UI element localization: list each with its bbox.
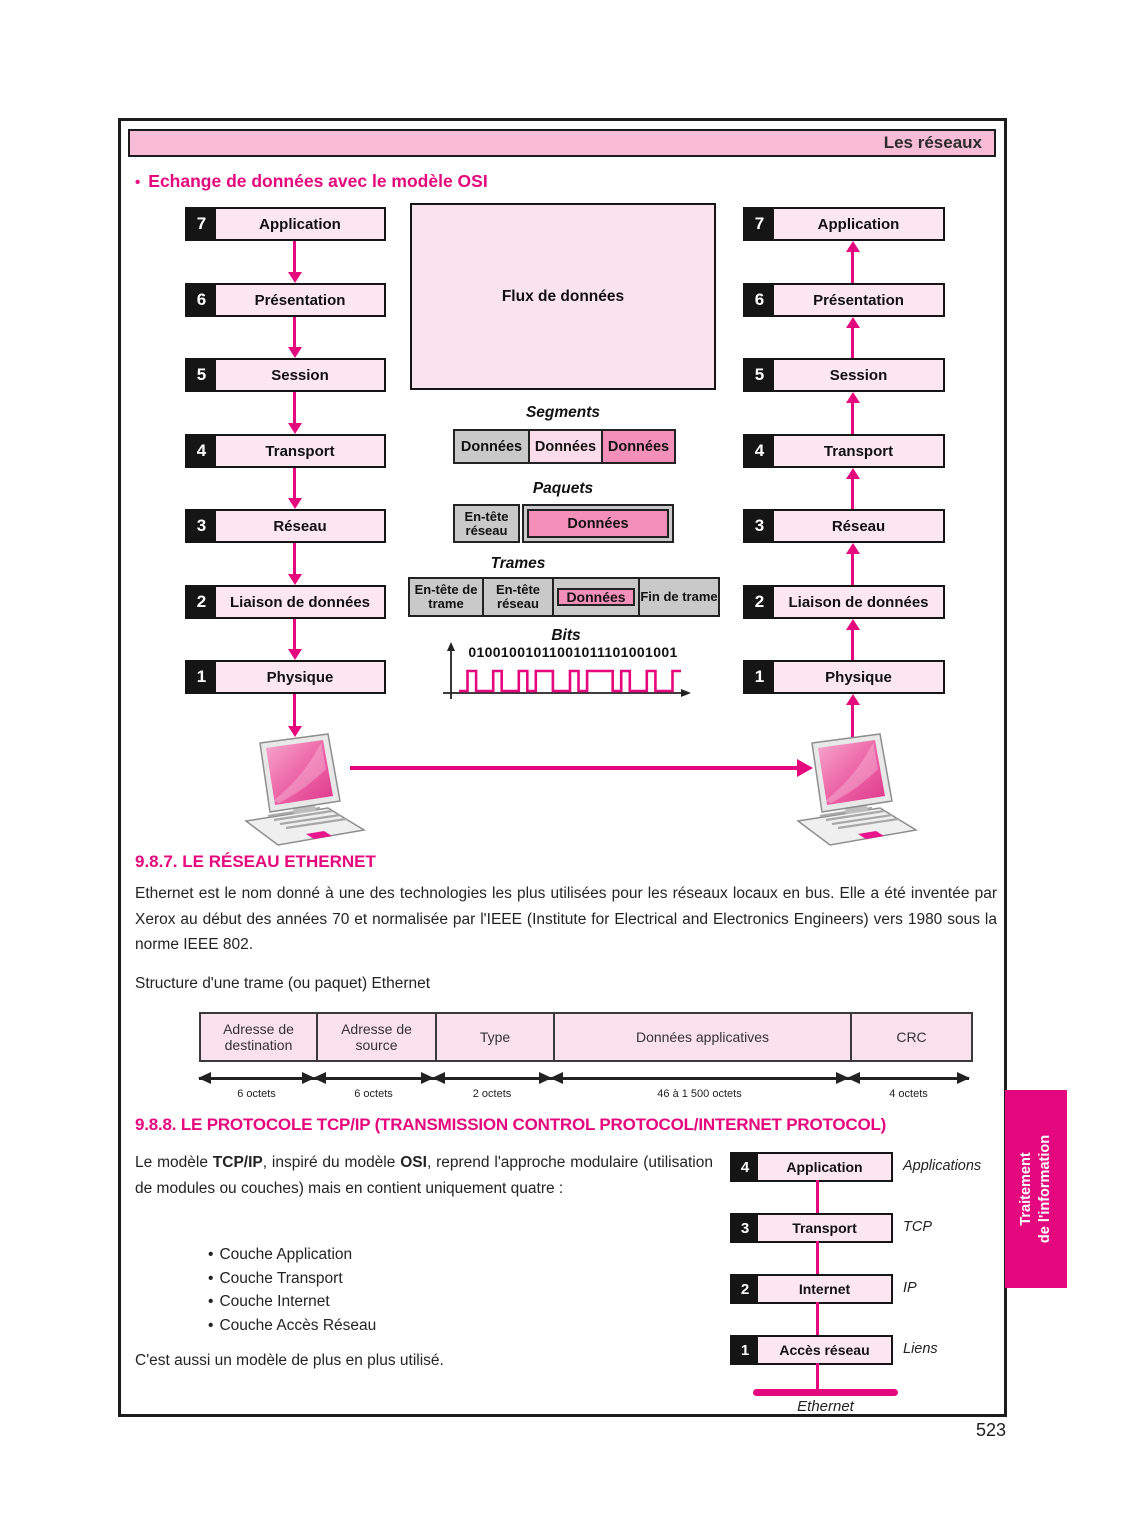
size-label: 6 octets [237, 1088, 276, 1100]
paquet-container [522, 504, 674, 543]
osi-right-layer-1 [743, 660, 945, 694]
osi-left-layer-5 [185, 358, 386, 392]
trames-row [408, 577, 720, 617]
osi-right-layer-6 [743, 283, 945, 317]
ethernet-paragraph: Ethernet est le nom donné à une des technologies les plus utilisées pour les réseaux locaux en bus. Elle a été inventée par Xerox au début des années 70 et normalisée par l'IEEE (Institute for Electrical and Electronics Engineers) vers 1980 sous la norme IEEE 802. [135, 885, 997, 953]
up-arrow-head-icon [846, 241, 860, 252]
tcpip-layer-4 [730, 1152, 893, 1182]
layer-label: Session [216, 360, 384, 390]
list-item-text: Couche Internet [219, 1293, 330, 1310]
down-arrow [293, 694, 296, 726]
layer-number: 1 [745, 662, 774, 692]
up-arrow-head-icon [846, 468, 860, 479]
layer-number: 3 [732, 1215, 758, 1241]
side-tab-line1: Traitement [1018, 1152, 1035, 1226]
flux-label: Flux de données [501, 287, 625, 305]
layer-label: Transport [758, 1215, 891, 1241]
up-arrow [851, 403, 854, 434]
layer-label: Réseau [216, 511, 384, 541]
frame-cell: Type [435, 1014, 553, 1060]
bold-term-osi: OSI [400, 1154, 427, 1171]
layer-number: 5 [187, 360, 216, 390]
down-arrow-head-icon [288, 649, 302, 660]
up-arrow-head-icon [846, 392, 860, 403]
bullet-glyph: • [208, 1293, 214, 1310]
trame-data-cell: Données [557, 588, 635, 607]
size-arrow [199, 1077, 314, 1080]
up-arrow-head-icon [846, 317, 860, 328]
list-item-text: Couche Application [219, 1246, 353, 1263]
up-arrow [851, 252, 854, 283]
layer-label: Transport [216, 436, 384, 466]
down-arrow-head-icon [288, 272, 302, 283]
down-arrow-head-icon [288, 498, 302, 509]
paragraph-text: , reprend l'approche modulaire (utilisation de modules ou couches) mais en contient uniquement quatre : [135, 1154, 713, 1197]
page-number: 523 [975, 1420, 1006, 1440]
up-arrow [851, 328, 854, 358]
square-wave [459, 671, 681, 691]
layer-number: 7 [187, 209, 216, 239]
down-arrow [293, 317, 296, 347]
segment-cell: Données [455, 431, 528, 462]
osi-left-layer-1 [185, 660, 386, 694]
layer-number: 5 [745, 360, 774, 390]
size-label: 2 octets [472, 1088, 512, 1100]
laptop-icon-right [792, 731, 922, 846]
ethernet-subtitle: Structure d'une trame (ou paquet) Ethernet [135, 975, 431, 992]
laptop-icon-left [240, 731, 370, 846]
size-arrow [314, 1077, 433, 1080]
osi-right-layer-4 [743, 434, 945, 468]
bullet-glyph: • [208, 1246, 214, 1263]
protocol-label: Liens [903, 1341, 938, 1357]
paragraph-text: , inspiré du modèle [262, 1154, 401, 1171]
layer-number: 2 [745, 587, 774, 617]
flux-de-donnees-box [410, 203, 716, 390]
up-arrow [851, 554, 854, 585]
tcpip-layer-2 [730, 1274, 893, 1304]
section-heading-988: 9.8.8. LE PROTOCOLE TCP/IP (TRANSMISSION CONTROL PROTOCOL/INTERNET PROTOCOL) [135, 1115, 887, 1134]
layer-number: 3 [187, 511, 216, 541]
layer-number: 7 [745, 209, 774, 239]
bits-title: Bits [551, 627, 581, 644]
layer-number: 4 [187, 436, 216, 466]
list-item [208, 1290, 376, 1314]
down-arrow [293, 619, 296, 649]
layer-label: Internet [758, 1276, 891, 1302]
osi-left-layer-3 [185, 509, 386, 543]
osi-right-layer-7 [743, 207, 945, 241]
size-label: 46 à 1 500 octets [657, 1088, 742, 1100]
layer-label: Accès réseau [758, 1337, 891, 1363]
size-arrow [433, 1077, 551, 1080]
page-header-title: Les réseaux [883, 133, 982, 152]
trames-title: Trames [490, 555, 546, 572]
bold-term-tcpip: TCP/IP [212, 1154, 263, 1171]
tcpip-layer-3 [730, 1213, 893, 1243]
stack-connector [816, 1302, 819, 1335]
osi-right-layer-3 [743, 509, 945, 543]
layer-label: Liaison de données [216, 587, 384, 617]
trame-data-cell-wrap [552, 579, 638, 615]
stack-connector [816, 1363, 819, 1390]
frame-cell: Adresse de source [316, 1014, 435, 1060]
section-heading-987: 9.8.7. LE RÉSEAU ETHERNET [135, 852, 376, 871]
chapter-side-tab [1005, 1090, 1067, 1288]
up-arrow [851, 479, 854, 509]
ethernet-bus-bar [753, 1389, 898, 1396]
layer-label: Session [774, 360, 943, 390]
layer-label: Application [758, 1154, 891, 1180]
layer-label: Présentation [774, 285, 943, 315]
network-link-arrow-head-icon [797, 759, 813, 777]
up-arrow-head-icon [846, 694, 860, 705]
list-item-text: Couche Accès Réseau [219, 1316, 377, 1334]
up-arrow [851, 630, 854, 660]
segments-row [453, 429, 676, 464]
segment-cell: Données [601, 431, 674, 462]
list-item-text: Couche Transport [219, 1269, 343, 1287]
frame-cell: Données applicatives [553, 1014, 850, 1060]
osi-right-layer-5 [743, 358, 945, 392]
down-arrow-head-icon [288, 574, 302, 585]
segment-cell: Données [528, 431, 601, 462]
tcpip-closing-line: C'est aussi un modèle de plus en plus utilisé. [135, 1352, 444, 1369]
layer-number: 1 [732, 1337, 758, 1363]
osi-right-layer-2 [743, 585, 945, 619]
list-item [208, 1314, 376, 1338]
side-tab-line2: de l'information [1037, 1134, 1053, 1244]
list-item [208, 1243, 376, 1267]
up-arrow-head-icon [846, 619, 860, 630]
layer-label: Physique [216, 662, 384, 692]
chapter-side-tab-text [1005, 1090, 1067, 1288]
layer-number: 4 [732, 1154, 758, 1180]
down-arrow [293, 241, 296, 272]
stack-connector [816, 1180, 819, 1213]
paquet-data-cell: Données [527, 509, 669, 538]
bullet-glyph: • [135, 174, 141, 191]
osi-left-layer-2 [185, 585, 386, 619]
down-arrow [293, 543, 296, 574]
bullet-glyph: • [208, 1316, 214, 1334]
protocol-label: TCP [903, 1219, 932, 1235]
bits-waveform [437, 641, 695, 701]
layer-label: Physique [774, 662, 943, 692]
up-arrow-head-icon [846, 543, 860, 554]
bits-binary-string: 01001001011001011101001001 [468, 644, 678, 660]
tcpip-layer-1 [730, 1335, 893, 1365]
segments-title: Segments [525, 404, 601, 421]
layer-number: 2 [732, 1276, 758, 1302]
down-arrow [293, 468, 296, 498]
osi-section-title-text: Echange de données avec le modèle OSI [148, 171, 488, 191]
paragraph-text: Le modèle [135, 1154, 213, 1171]
tcpip-paragraph [135, 1150, 713, 1201]
stack-connector [816, 1241, 819, 1274]
layer-number: 4 [745, 436, 774, 466]
bullet-glyph: • [208, 1269, 214, 1287]
layer-label: Réseau [774, 511, 943, 541]
protocol-label: IP [903, 1280, 917, 1296]
frame-cell: Adresse de destination [223, 1020, 294, 1053]
size-arrow [551, 1077, 848, 1080]
size-label: 6 octets [354, 1088, 393, 1100]
layer-label: Liaison de données [774, 587, 943, 617]
layer-number: 1 [187, 662, 216, 692]
trame-cell: En-tête de trame [414, 582, 478, 611]
frame-cell: CRC [850, 1014, 971, 1060]
osi-left-layer-7 [185, 207, 386, 241]
layer-label: Application [774, 209, 943, 239]
ethernet-frame-table [199, 1012, 973, 1062]
layer-label: Application [216, 209, 384, 239]
layer-number: 6 [745, 285, 774, 315]
network-link-arrow [350, 766, 800, 770]
osi-left-layer-6 [185, 283, 386, 317]
trame-cell: Fin de trame [638, 579, 718, 615]
osi-left-layer-4 [185, 434, 386, 468]
layer-number: 6 [187, 285, 216, 315]
layer-number: 3 [745, 511, 774, 541]
paquet-header-cell: En-tête réseau [453, 504, 520, 543]
layer-number: 2 [187, 587, 216, 617]
down-arrow [293, 392, 296, 423]
layer-label: Transport [774, 436, 943, 466]
list-item [208, 1267, 376, 1291]
tcpip-bullet-list [208, 1243, 376, 1337]
trame-cell: En-tête réseau [482, 579, 552, 615]
layer-label: Présentation [216, 285, 384, 315]
osi-section-title [135, 171, 488, 192]
down-arrow-head-icon [288, 347, 302, 358]
size-label: 4 octets [889, 1088, 928, 1100]
down-arrow-head-icon [288, 423, 302, 434]
size-arrow [848, 1077, 969, 1080]
ethernet-bus-label: Ethernet [797, 1398, 854, 1415]
page-header-bar [128, 129, 996, 157]
paquets-title: Paquets [532, 480, 594, 497]
protocol-label: Applications [903, 1158, 982, 1174]
